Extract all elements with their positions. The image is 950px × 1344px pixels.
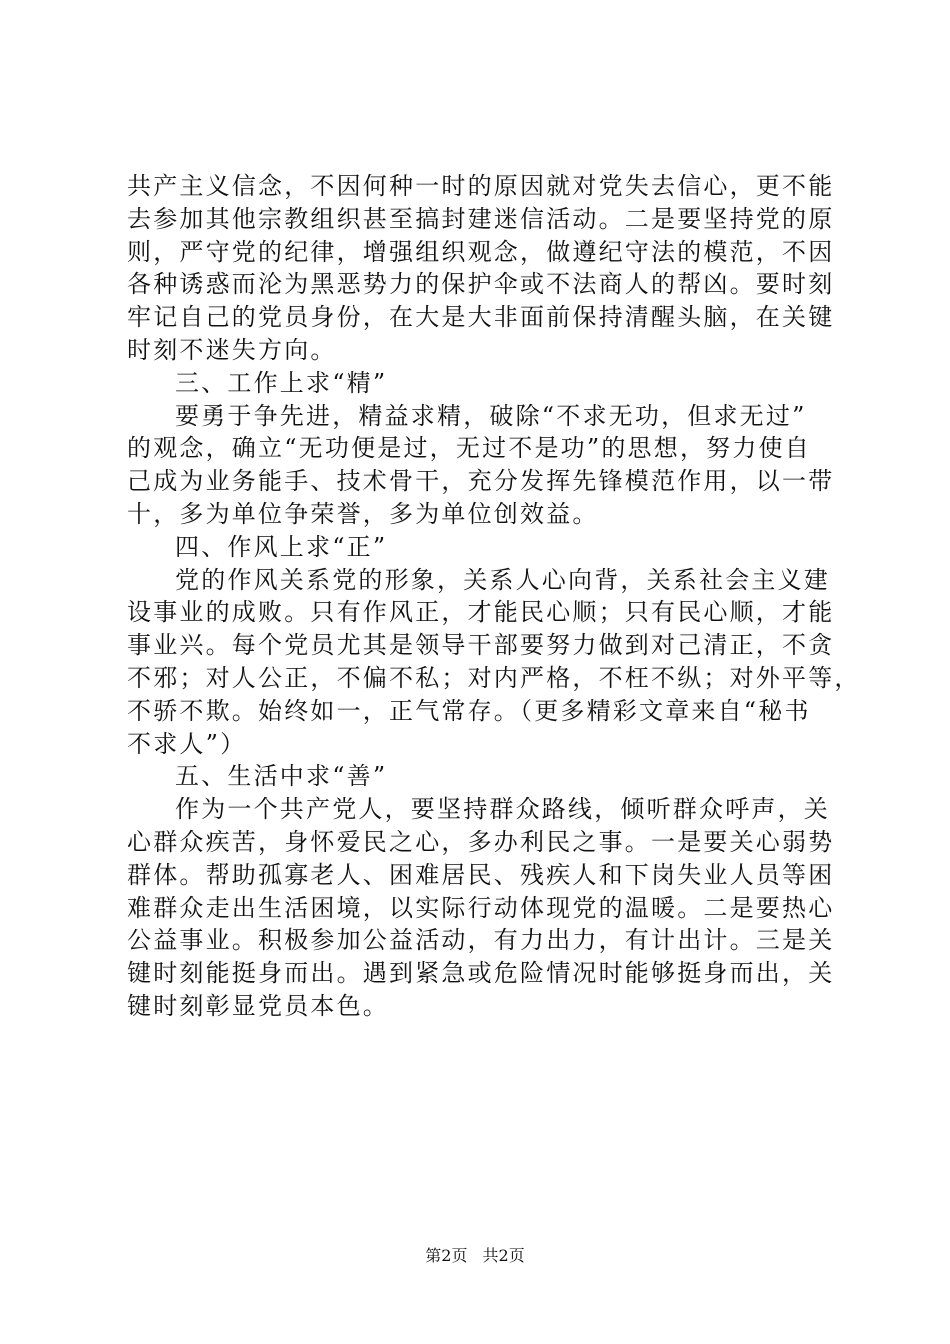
paragraph-line: 各种诱惑而沦为黑恶势力的保护伞或不法商人的帮凶。要时刻 (127, 270, 835, 299)
paragraph-line: 设事业的成败。只有作风正，才能民心顺；只有民心顺，才能 (127, 598, 835, 627)
section-heading: 五、生活中求“善” (175, 762, 388, 791)
paragraph-line: 不求人”） (127, 729, 247, 758)
paragraph-line: 键时刻彰显党员本色。 (127, 991, 389, 1020)
page-footer (0, 1244, 950, 1268)
paragraph-line: 党的作风关系党的形象，关系人心向背，关系社会主义建 (175, 565, 830, 594)
paragraph-line: 群体。帮助孤寡老人、困难居民、残疾人和下岗失业人员等困 (127, 860, 835, 889)
paragraph-line: 键时刻能挺身而出。遇到紧急或危险情况时能够挺身而出，关 (127, 959, 835, 988)
section-heading: 四、作风上求“正” (175, 532, 388, 561)
paragraph-line: 共产主义信念，不因何种一时的原因就对党失去信心，更不能 (127, 172, 835, 200)
paragraph-line: 的观念，确立“无功便是过，无过不是功”的思想，努力使自 (127, 434, 811, 463)
paragraph-line: 事业兴。每个党员尤其是领导干部要努力做到对己清正，不贪 (127, 631, 835, 660)
section-heading: 三、工作上求“精” (175, 368, 388, 397)
paragraph-line: 作为一个共产党人，要坚持群众路线，倾听群众呼声，关 (175, 795, 830, 824)
paragraph-line: 心群众疾苦，身怀爱民之心，多办利民之事。一是要关心弱势 (127, 827, 835, 856)
paragraph-line: 公益事业。积极参加公益活动，有力出力，有计出计。三是关 (127, 926, 835, 955)
document-body (127, 170, 861, 1023)
paragraph-line: 牢记自己的党员身份，在大是大非面前保持清醒头脑，在关键 (127, 303, 835, 332)
paragraph-line: 则，严守党的纪律，增强组织观念，做遵纪守法的模范，不因 (127, 237, 835, 266)
paragraph-line: 要勇于争先进，精益求精，破除“不求无功，但求无过” (175, 401, 807, 430)
paragraph-line: 不邪；对人公正，不偏不私；对内严格，不枉不纵；对外平等， (127, 663, 861, 692)
paragraph-line: 难群众走出生活困境，以实际行动体现党的温暖。二是要热心 (127, 893, 835, 922)
paragraph-line: 己成为业务能手、技术骨干，充分发挥先锋模范作用，以一带 (127, 467, 835, 496)
page-number: 第2页 (425, 1246, 468, 1265)
page-total: 共2页 (482, 1246, 525, 1265)
paragraph-line: 不骄不欺。始终如一，正气常存。（更多精彩文章来自“秘书 (127, 696, 811, 725)
paragraph-line: 十，多为单位争荣誉，多为单位创效益。 (127, 499, 599, 528)
paragraph-line: 去参加其他宗教组织甚至搞封建迷信活动。二是要坚持党的原 (127, 204, 835, 233)
paragraph-line: 时刻不迷失方向。 (127, 335, 337, 364)
